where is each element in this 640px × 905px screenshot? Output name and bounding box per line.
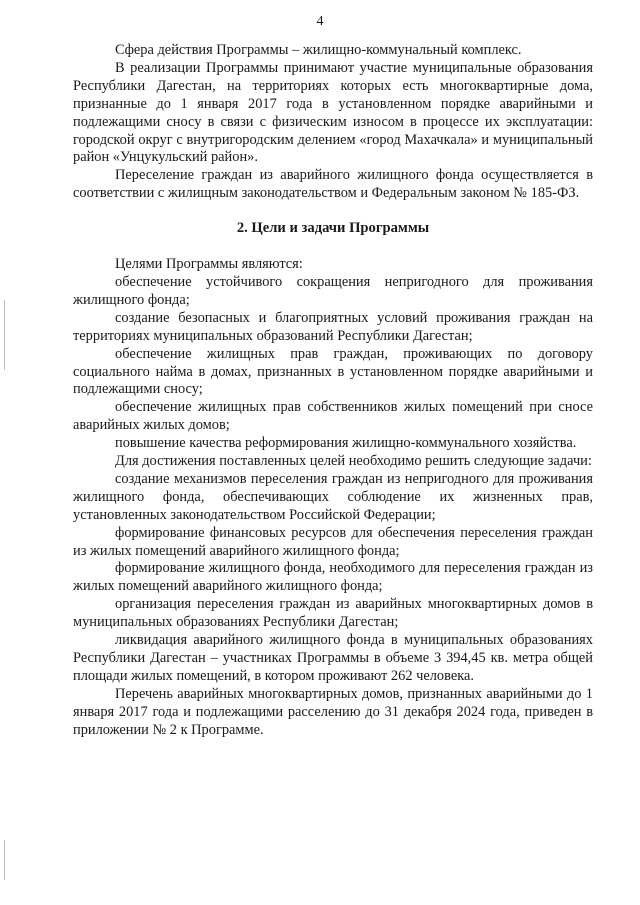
tasks-lead: Для достижения поставленных целей необходимо решить следующие задачи: (115, 453, 592, 470)
closing-paragraph: Перечень аварийных многоквартирных домов, признанных аварийными до 1 января 2017 года и подлежащими расселению до 31 декабря 2024 года, приведен в приложении № 2 к Программе. (73, 685, 593, 738)
task-item: ликвидация аварийного жилищного фонда в муниципальных образованиях Республики Дагестан – участниках Программы в объеме 3 394,45 кв. метра общей площади жилых помещений, в котором проживают 262 человека. (73, 632, 593, 684)
task-item: создание механизмов переселения граждан из непригодного для проживания жилищного фонда, обеспечивающих соблюдение их жизненных прав, установленных законодательством Российской Федерации; (73, 470, 593, 523)
scan-edge-mark (4, 300, 5, 370)
goal-item: повышение качества реформирования жилищно-коммунального хозяйства. (115, 435, 577, 452)
scope-paragraph: Сфера действия Программы – жилищно-коммунальный комплекс. (115, 42, 522, 58)
task-item: формирование финансовых ресурсов для обеспечения переселения граждан из жилых помещений аварийного жилищного фонда; (73, 524, 593, 559)
goals-lead: Целями Программы являются: (115, 256, 303, 273)
goal-item: обеспечение устойчивого сокращения непригодного для проживания жилищного фонда; (73, 273, 593, 308)
page-number: 4 (316, 14, 324, 29)
goal-item: обеспечение жилищных прав граждан, проживающих по договору социального найма в домах, признанных в установленном порядке аварийными и подлежащими сносу; (73, 345, 593, 398)
task-item: формирование жилищного фонда, необходимого для переселения граждан из жилых помещений аварийного жилищного фонда; (73, 560, 593, 595)
goal-item: создание безопасных и благоприятных условий проживания граждан на территориях муниципальных образований Республики Дагестан; (73, 309, 593, 344)
legal-basis-paragraph: Переселение граждан из аварийного жилищного фонда осуществляется в соответствии с жилищным законодательством и Федеральным законом № 185-ФЗ. (73, 167, 593, 202)
task-item: организация переселения граждан из аварийных многоквартирных домов в муниципальных образованиях Республики Дагестан; (73, 596, 593, 631)
participants-paragraph: В реализации Программы принимают участие муниципальные образования Республики Дагестан, на территориях которых есть многоквартирные дома, признанные до 1 января 2017 года в установленном порядке аварийными и подлежащими сносу в связи с физическим износом в процессе их эксплуатации: городской округ с внутригородским делением «город Махачкала» и муниципальный район «Унцукульский район». (73, 59, 593, 166)
document-body (73, 42, 593, 740)
scan-edge-mark (4, 840, 5, 880)
goal-item: обеспечение жилищных прав собственников жилых помещений при сносе аварийных жилых домов; (73, 399, 593, 434)
section-heading: 2. Цели и задачи Программы (236, 220, 430, 237)
